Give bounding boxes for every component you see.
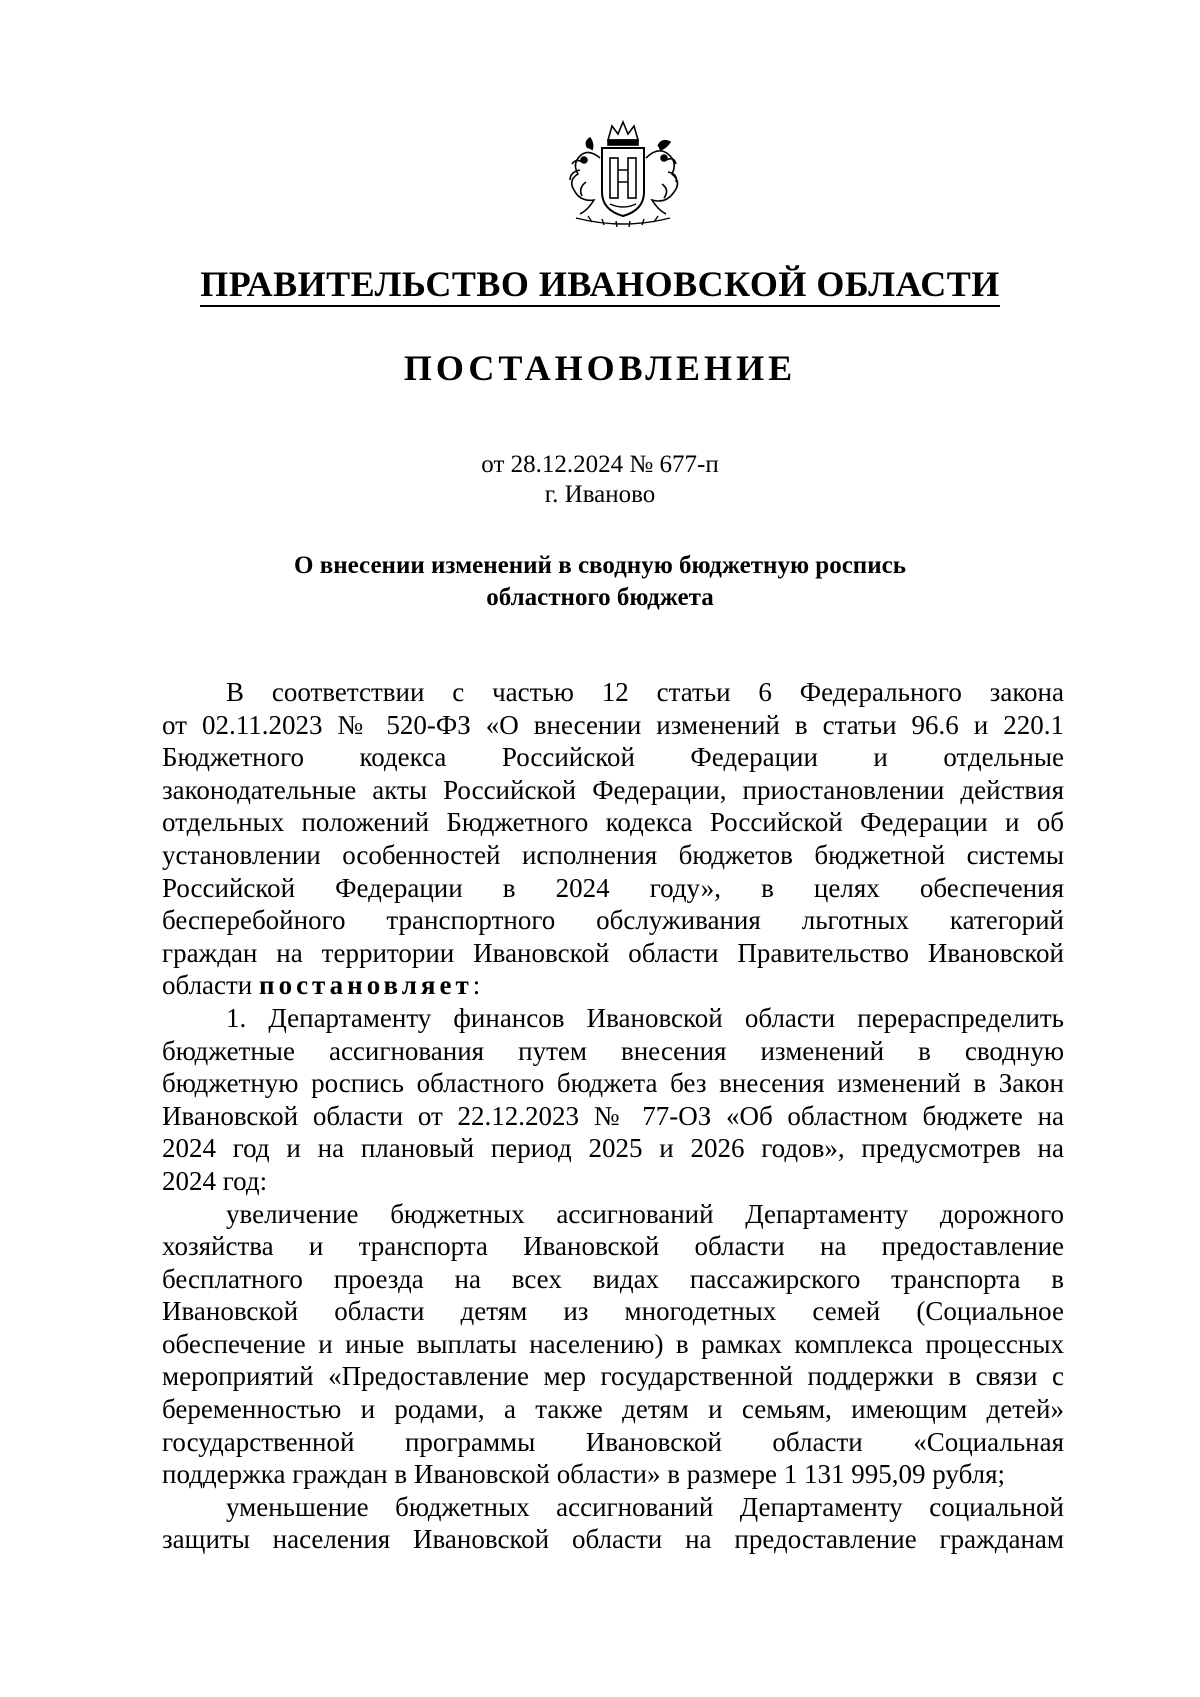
city-name: г. Иваново [544, 481, 656, 508]
body-line: отдельных положений Бюджетного кодекса Российской Федерации и об [162, 807, 1064, 838]
body-line: 1. Департаменту финансов Ивановской области перераспределить [226, 1002, 1064, 1033]
body-line: В соответствии с частью 12 статьи 6 Федерального закона [226, 677, 1064, 707]
body-line: мероприятий «Предоставление мер государственной поддержки в связи с [162, 1361, 1064, 1392]
body-line: Российской Федерации в 2024 году», в целях обеспечения [162, 872, 1064, 903]
body-line: бюджетную роспись областного бюджета без внесения изменений в Закон [162, 1068, 1064, 1099]
body-line: обеспечение и иные выплаты населению) в рамках комплекса процессных [162, 1328, 1064, 1359]
document-type-title: ПОСТАНОВЛЕНИЕ [403, 348, 797, 388]
body-line: установлении особенностей исполнения бюджетов бюджетной системы [162, 839, 1064, 870]
subject-line-1: О внесении изменений в сводную бюджетную роспись [294, 552, 906, 579]
body-line: защиты населения Ивановской области на предоставление гражданам [162, 1524, 1064, 1555]
document-subject [0, 550, 1200, 614]
shield-icon [602, 148, 644, 216]
body-line: Ивановской области от 22.12.2023 № 77-ОЗ «Об областном бюджете на [162, 1100, 1064, 1131]
document-body [162, 676, 1064, 1556]
body-line: бесплатного проезда на всех видах пассажирского транспорта в [162, 1263, 1064, 1294]
body-line: законодательные акты Российской Федерации, приостановлении действия [162, 774, 1064, 805]
body-line: Ивановской области детям из многодетных семей (Социальное [162, 1296, 1064, 1327]
resolves-suffix: : [472, 970, 481, 1001]
bear-supporter-icon [646, 141, 678, 214]
body-line: 2024 год: [162, 1165, 268, 1196]
body-line: хозяйства и транспорта Ивановской области на предоставление [162, 1231, 1064, 1262]
government-title [0, 262, 1200, 307]
body-line: уменьшение бюджетных ассигнований Департаменту социальной [226, 1491, 1064, 1522]
resolves-keyword: постановляет [259, 970, 473, 1001]
body-line: беременностью и родами, а также детям и семьям, имеющим детей» [162, 1394, 1064, 1425]
body-line: увеличение бюджетных ассигнований Департаменту дорожного [226, 1198, 1064, 1229]
body-line: государственной программы Ивановской области «Социальная [162, 1426, 1064, 1457]
body-line: 2024 год и на плановый период 2025 и 2026 годов», предусмотрев на [162, 1133, 1064, 1164]
document-meta [0, 450, 1200, 510]
coat-of-arms-emblem [558, 118, 688, 230]
subject-line-2: областного бюджета [486, 584, 714, 611]
body-line: бесперебойного транспортного обслуживания льготных категорий [162, 905, 1064, 936]
date-and-number: от 28.12.2024 № 677-п [481, 451, 719, 478]
body-line: граждан на территории Ивановской области Правительство Ивановской [162, 937, 1064, 968]
body-line-resolves [162, 969, 1064, 1002]
body-line: бюджетные ассигнования путем внесения изменений в сводную [162, 1035, 1064, 1066]
laurel-base-icon [576, 216, 670, 227]
lion-supporter-icon [570, 138, 600, 214]
body-line: от 02.11.2023 № 520-ФЗ «О внесении изменений в статьи 96.6 и 220.1 [162, 709, 1064, 740]
government-title-text: ПРАВИТЕЛЬСТВО ИВАНОВСКОЙ ОБЛАСТИ [200, 264, 1000, 307]
crown-icon [608, 122, 638, 145]
resolves-prefix: области [162, 970, 260, 1001]
body-line: поддержка граждан в Ивановской области» в размере 1 131 995,09 рубля; [162, 1459, 1006, 1490]
body-line: Бюджетного кодекса Российской Федерации и отдельные [162, 742, 1064, 773]
